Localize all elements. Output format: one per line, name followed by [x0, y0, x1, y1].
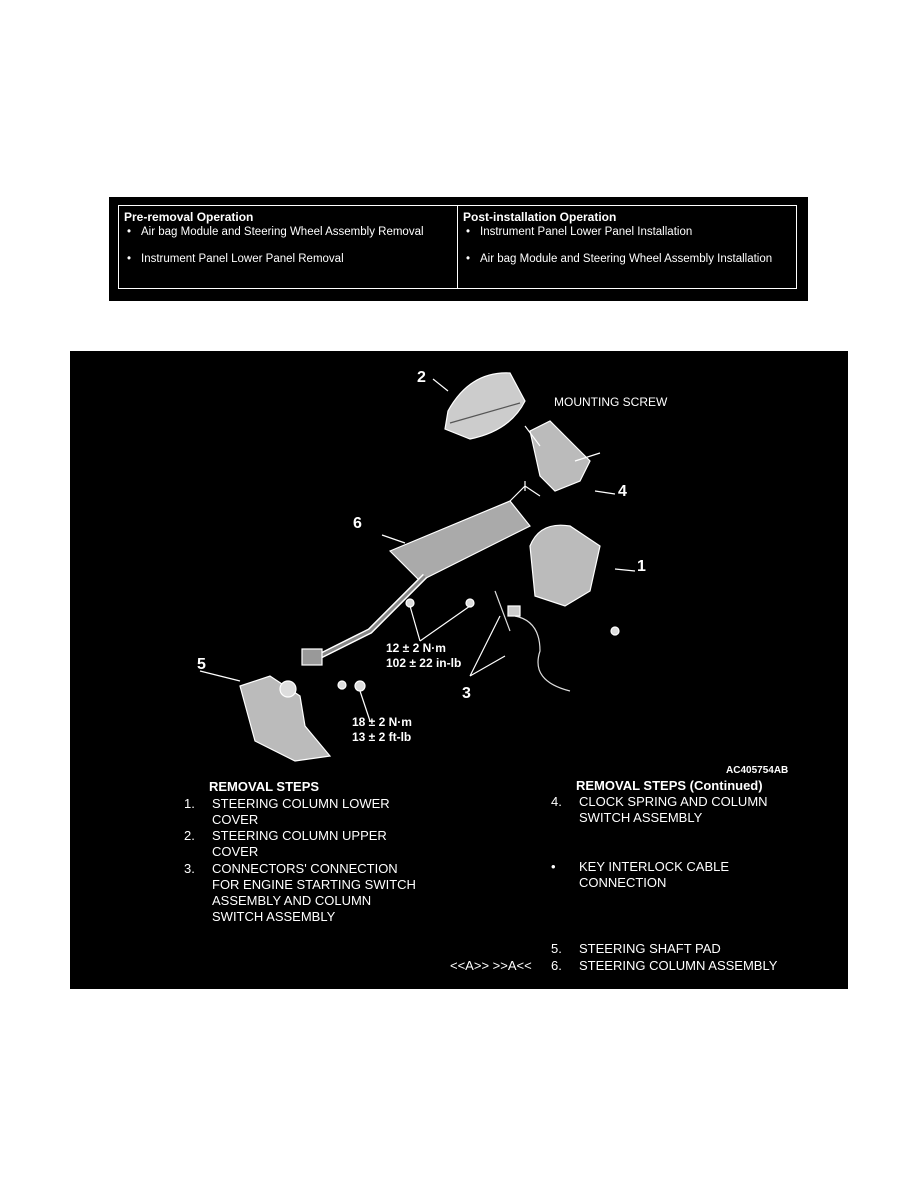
removal-steps-continued-heading: REMOVAL STEPS (Continued) [576, 778, 763, 793]
steering-column-part [390, 501, 530, 581]
bullet-icon: • [127, 226, 132, 238]
connector-harness [495, 591, 570, 691]
mounting-screw-label: MOUNTING SCREW [554, 395, 668, 409]
step-text: STEERING SHAFT PAD [579, 941, 721, 956]
removal-step [551, 941, 789, 957]
callout-6: 6 [353, 515, 362, 532]
step-text: CONNECTORS' CONNECTION FOR ENGINE STARTING SWITCH ASSEMBLY AND COLUMN SWITCH ASSEMBLY [212, 861, 416, 924]
callout-1: 1 [637, 558, 646, 575]
pre-removal-item [124, 225, 452, 240]
removal-step [184, 861, 422, 925]
pre-removal-item [124, 252, 452, 267]
operations-table-frame [118, 205, 797, 289]
step-number: 1. [184, 796, 195, 811]
upper-cover-part [445, 373, 525, 439]
post-installation-heading: Post-installation Operation [463, 210, 617, 224]
step-text: STEERING COLUMN UPPER COVER [212, 828, 387, 859]
step-number: 6. [551, 958, 562, 973]
removal-step [551, 859, 789, 891]
step-text: CLOCK SPRING AND COLUMN SWITCH ASSEMBLY [579, 794, 768, 825]
post-installation-item-text: Instrument Panel Lower Panel Installation [480, 226, 693, 238]
step-bullet: • [551, 859, 556, 874]
step-number: 4. [551, 794, 562, 809]
step-6-service-tags: <<A>> >>A<< [450, 958, 532, 973]
operations-table [109, 197, 808, 301]
torque-spec-nm: 18 ± 2 N·m [352, 715, 412, 729]
step-text: STEERING COLUMN ASSEMBLY [579, 958, 778, 973]
removal-step [551, 794, 789, 826]
step-number: 3. [184, 861, 195, 876]
step-number: 2. [184, 828, 195, 843]
pre-removal-item-text: Air bag Module and Steering Wheel Assembly Removal [141, 226, 424, 238]
steering-column-figure [70, 351, 848, 989]
removal-step [184, 796, 422, 828]
post-installation-column [457, 206, 796, 288]
callout-5: 5 [197, 656, 206, 673]
torque-spec-nm: 12 ± 2 N·m [386, 641, 446, 655]
figure-code: AC405754AB [726, 765, 789, 776]
step-text: KEY INTERLOCK CABLE CONNECTION [579, 859, 730, 890]
removal-step [551, 958, 789, 974]
callout-3: 3 [462, 685, 471, 702]
bullet-icon: • [127, 253, 132, 265]
callout-4: 4 [618, 483, 627, 500]
pre-removal-item-text: Instrument Panel Lower Panel Removal [141, 253, 344, 265]
step-number: 5. [551, 941, 562, 956]
post-installation-item [463, 225, 791, 240]
removal-step [184, 828, 422, 860]
steering-column-diagram [70, 351, 848, 771]
torque-spec-ftlb: 13 ± 2 ft-lb [352, 730, 412, 744]
bullet-icon: • [466, 226, 471, 238]
pre-removal-column [119, 206, 457, 288]
post-installation-item-text: Air bag Module and Steering Wheel Assembly Installation [480, 253, 773, 265]
removal-steps-heading: REMOVAL STEPS [209, 779, 320, 794]
torque-spec-pad [352, 715, 412, 745]
bullet-icon: • [466, 253, 471, 265]
torque-spec-inlb: 102 ± 22 in-lb [386, 656, 462, 670]
lower-cover-part [530, 525, 600, 606]
callout-2: 2 [417, 369, 426, 386]
step-text: STEERING COLUMN LOWER COVER [212, 796, 390, 827]
column-switch-part [530, 421, 590, 491]
post-installation-item [463, 252, 791, 267]
torque-spec-column [386, 641, 461, 671]
pre-removal-heading: Pre-removal Operation [124, 210, 254, 224]
